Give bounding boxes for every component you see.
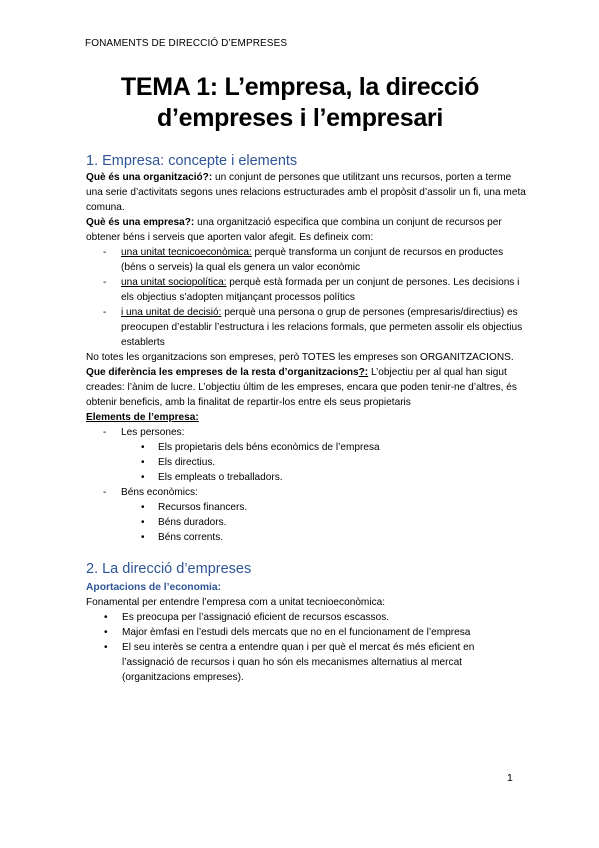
definition-organitzacio: [86, 170, 526, 215]
section-2-intro: Fonamental per entendre l’empresa com a unitat tecnioeconòmica:: [86, 597, 386, 608]
definition-text: un conjunt de persones que utilitzant uns recursos, porten a terme una serie d’activitats segons unes relacions estructurades amb el propòsit d’assolir un fi, una meta comuna.: [86, 172, 526, 213]
list-item: [86, 305, 526, 350]
elements-list-2: [86, 485, 526, 500]
list-item: • Els empleats o treballadors.: [86, 470, 526, 485]
list-item: [86, 485, 526, 500]
title-line-1: TEMA 1: L’empresa, la direcció: [120, 73, 480, 101]
group-label: Béns econòmics:: [121, 487, 198, 498]
list-item: • Els propietaris dels béns econòmics de l’empresa: [86, 440, 526, 455]
elements-list: [86, 425, 526, 440]
difference-paragraph: [86, 365, 526, 410]
section-1-heading: 1. Empresa: concepte i elements: [86, 153, 298, 169]
definition-empresa: [86, 215, 526, 245]
list-item: • Béns corrents.: [86, 530, 526, 545]
document-body: [86, 152, 526, 685]
document-title: [60, 72, 540, 134]
term-text: perquè transforma un conjunt de recursos en productes (béns o serveis) la qual els genera un valor econòmic: [121, 247, 504, 273]
group-label: Les persones:: [121, 427, 185, 438]
term: i una unitat de decisió:: [121, 307, 222, 318]
list-item: • Béns duradors.: [86, 515, 526, 530]
list-item: [86, 425, 526, 440]
question-label: Què és una empresa?:: [86, 217, 195, 228]
page-number: 1: [507, 772, 513, 784]
question-label: Què és una organització?:: [86, 172, 213, 183]
running-header: FONAMENTS DE DIRECCIÓ D’EMPRESES: [85, 38, 288, 49]
list-item: [86, 245, 526, 275]
section-2-heading: 2. La direcció d’empreses: [86, 561, 252, 577]
list-item: • Recursos financers.: [86, 500, 526, 515]
list-item: [86, 275, 526, 305]
list-item: • Els directius.: [86, 455, 526, 470]
definition-text: una organització especifica que combina un conjunt de recursos per obtener béns i serveis que aporten valor afegit. Es defineix com:: [86, 217, 502, 243]
empresa-definition-list: [86, 245, 526, 350]
list-item: • Es preocupa per l’assignació eficient de recursos escassos.: [86, 610, 526, 625]
economia-list: [86, 610, 526, 685]
term: una unitat sociopolítica:: [121, 277, 227, 288]
list-item: • Major èmfasi en l’estudi dels mercats que no en el funcionament de l’empresa: [86, 625, 526, 640]
bens-list: [86, 500, 526, 545]
term-text: perquè una persona o grup de persones (empresaris/directius) es preocupen d’establir l’estructura i les relacions formals, que permeten assolir els objectius establerts: [121, 307, 523, 348]
question-mark: ?:: [358, 367, 369, 378]
note-paragraph: No totes les organitzacions son empreses, però TOTES les empreses son ORGANITZACIONS.: [86, 352, 514, 363]
term-text: perquè està formada per un conjunt de persones. Les decisions i els objectius s’adopten mitjançant processos polítics: [121, 277, 520, 303]
section-2-subheading: Aportacions de l’economia:: [86, 582, 222, 593]
question-label: Que diferència les empreses de la resta d’organitzacions: [86, 367, 359, 378]
term: una unitat tecnicoeconòmica:: [121, 247, 252, 258]
elements-heading: Elements de l’empresa:: [86, 412, 199, 423]
title-line-2: d’empreses i l’empresari: [156, 104, 443, 132]
difference-text: L’objectiu per al qual han sigut creades: l’ànim de lucre. L’objectiu últim de les empreses, encara que poden tenir-ne d’altres, és obtenir beneficis, amb la finalitat de repartir-los entre els seus propietaris: [86, 367, 517, 408]
list-item: • El seu interès se centra a entendre quan i per què el mercat és més eficient en l’assignació de recursos i quan ho són els mecanismes alternatius al mercat (organitzacions empreses).: [86, 640, 526, 685]
persones-list: [86, 440, 526, 485]
